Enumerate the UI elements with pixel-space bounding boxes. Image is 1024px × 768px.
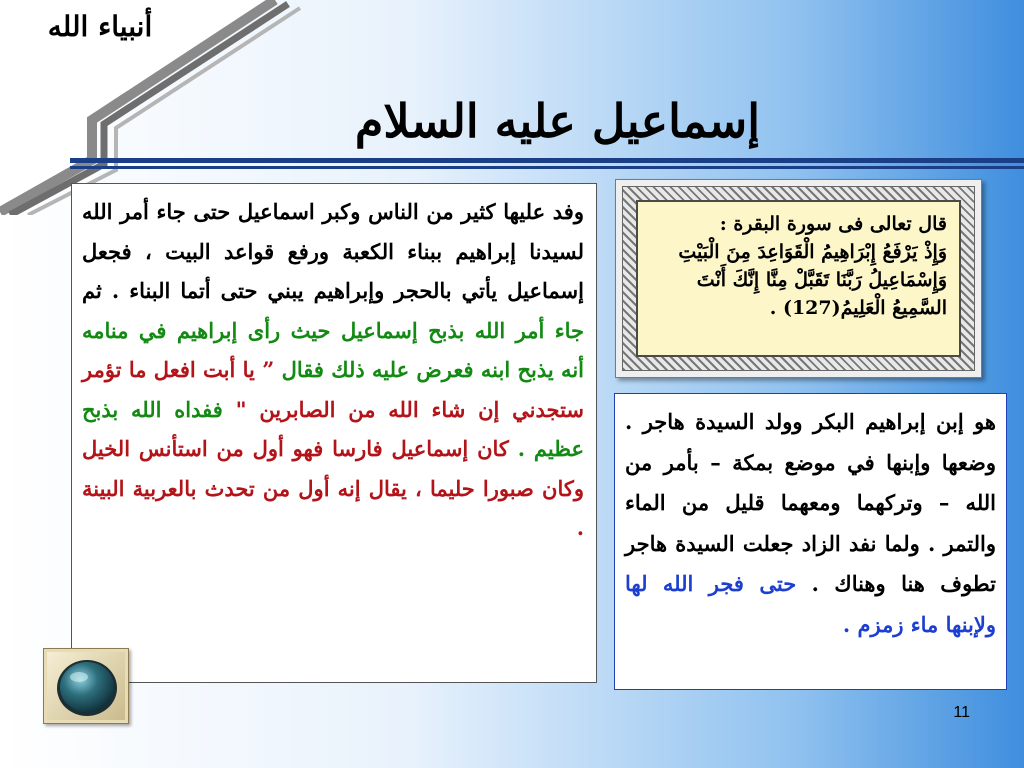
biography-segment-zamzam: حتى فجر الله لها ولإبنها ماء زمزم . [625, 571, 996, 637]
orb-icon [44, 649, 130, 725]
story-paragraph [82, 192, 584, 548]
corner-label: أنبياء الله [47, 10, 153, 43]
quran-verse: وَإِذْ يَرْفَعُ إِبْرَاهِيمُ الْقَوَاعِدَ مِنَ الْبَيْتِ وَإِسْمَاعِيلُ رَبَّنَا تَقَبَّلْ مِنَّا إِنَّكَ أَنْتَ السَّمِيعُ الْعَلِيمُ [678, 241, 947, 319]
quran-intro: قال تعالى فى سورة البقرة : [719, 213, 947, 235]
quran-verse-text [648, 210, 947, 322]
biography-paragraph [625, 402, 996, 645]
slide-title: إسماعيل عليه السلام [354, 93, 760, 148]
story-text-box [71, 183, 597, 683]
quran-verse-number: (127) . [769, 297, 841, 319]
orb-nav-button[interactable] [43, 648, 129, 724]
biography-segment-main: هو إبن إبراهيم البكر وولد السيدة هاجر . وضعها وإبنها في موضع بمكة – بأمر من الله – وتركهما ومعهما قليل من الماء والتمر . ولما نفد الزاد جعلت السيدة هاجر تطوف هنا وهناك . [625, 409, 996, 596]
title-rule [70, 158, 1024, 172]
story-segment-quote: ” يا أبت افعل ما تؤمر ستجدني إن شاء الله من الصابرين " [82, 357, 585, 422]
story-segment-horseman: كان إسماعيل فارسا فهو أول من استأنس الخيل وكان صبورا حليما ، يقال إنه أول من تحدث بالعربية البينة . [82, 436, 584, 540]
biography-text-box [614, 393, 1007, 690]
quran-verse-box [636, 200, 961, 357]
quran-verse-frame [615, 179, 982, 378]
story-segment-intro: وفد عليها كثير من الناس وكبر اسماعيل حتى جاء أمر الله لسيدنا إبراهيم ببناء الكعبة ورفع قواعد البيت ، فجعل إسماعيل يأتي بالحجر وإبراهيم يبني حتى أتما البناء . ثم [82, 199, 584, 303]
page-number: 11 [953, 704, 970, 721]
story-segment-ransom: ففداه الله بذبح عظيم . [82, 396, 584, 461]
story-segment-command: جاء أمر الله بذبح إسماعيل حيث رأى إبراهيم في منامه أنه يذبح ابنه فعرض عليه ذلك فقال [82, 317, 585, 382]
